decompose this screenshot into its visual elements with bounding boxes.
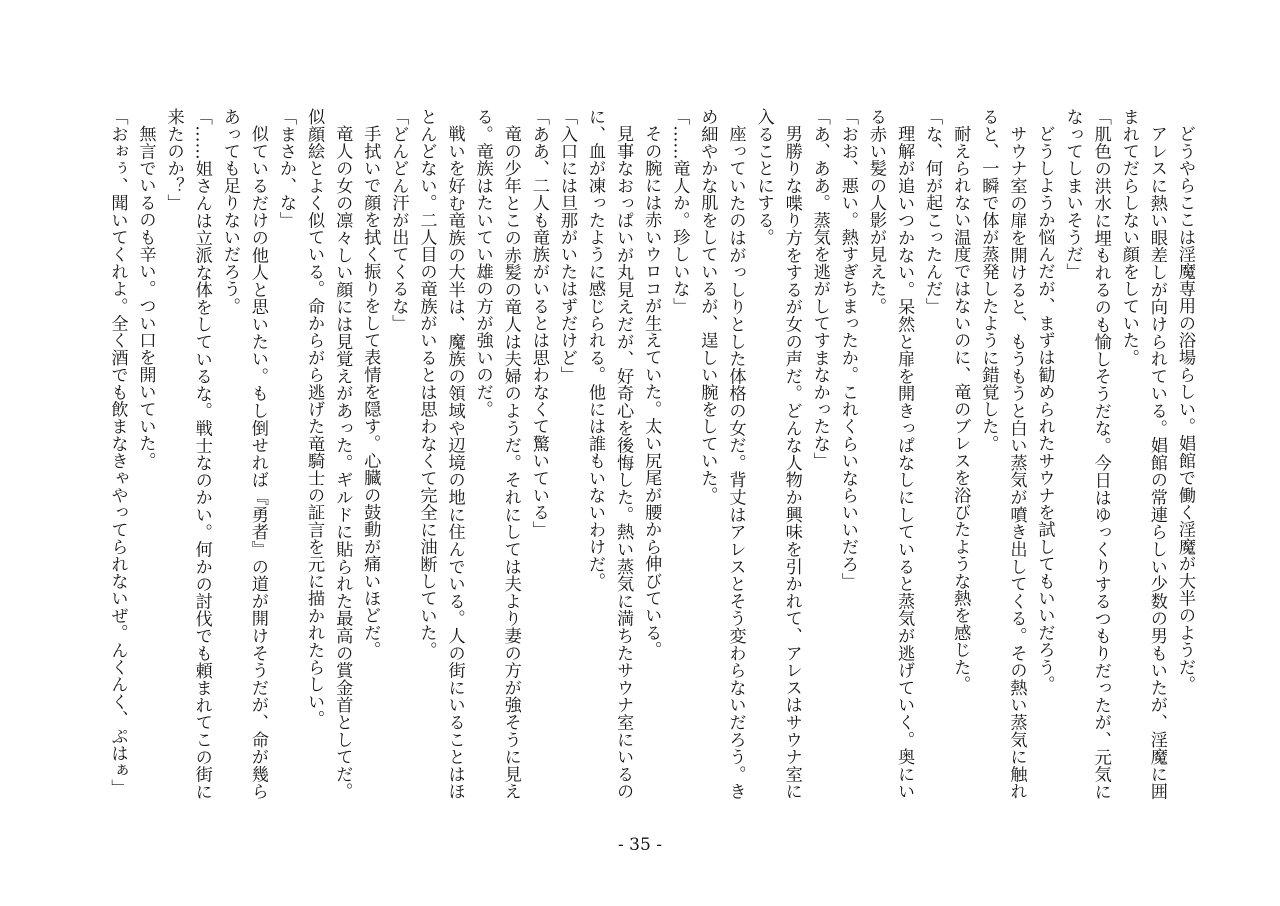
paragraph: [469, 108, 525, 800]
paragraph: [637, 108, 665, 800]
page-number: - 35 -: [618, 835, 662, 855]
text-line: 座っていたのはがっしりとした体格の女だ。背丈はアレスとそう変わらないだろう。き: [725, 125, 746, 800]
text-line: 似ているだけの他人と思いたい。もし倒せれば『勇者』の道が開けそうだが、命が幾ら: [247, 125, 268, 800]
text-line: 入ることにする。: [753, 108, 774, 246]
paragraph: [1030, 108, 1058, 800]
paragraph: [525, 108, 553, 800]
paragraph: [834, 108, 862, 800]
text-line: アレスに熱い眼差しが向けられている。娼館の常連らしい少数の男もいたが、淫魔に囲: [1146, 125, 1167, 800]
text-line: 「おぉぅ、聞いてくれよ。全く酒でも飲まなきゃやってられないぜ。んくんく、ぷはぁ」: [107, 108, 128, 796]
paragraph: [216, 108, 272, 800]
paragraph: [160, 108, 216, 800]
paragraph: [750, 108, 806, 800]
text-line: 手拭いで顔を拭く振りをして表情を隠す。心臓の鼓動が痛いほどだ。: [360, 125, 381, 659]
paragraph: [974, 108, 1030, 800]
text-line: 似顔絵とよく似ている。命からがら逃げた竜騎士の証言を元に描かれたらしい。: [304, 108, 325, 728]
paragraph: [581, 108, 637, 800]
paragraph: [862, 108, 918, 800]
text-line: ると、一瞬で体が蒸発したように錯覚した。: [978, 108, 999, 452]
paragraph: [806, 108, 834, 800]
text-line: 「な、何が起こったんだ」: [922, 108, 943, 315]
paragraph: [946, 108, 974, 800]
text-line: なってしまいそうだ」: [1062, 108, 1083, 280]
text-line: 「ああ、二人も竜族がいるとは思わなくて驚いている」: [528, 108, 549, 538]
paragraph: [693, 108, 749, 800]
text-line: 「……竜人か。珍しいな」: [669, 108, 690, 315]
paragraph: [665, 108, 693, 800]
paragraph: [918, 108, 946, 800]
text-line: る。竜族はたいてい雄の方が強いのだ。: [472, 108, 493, 418]
text-line: 「どんどん汗が出てくるな」: [388, 108, 409, 332]
text-line: 理解が追いつかない。呆然と扉を開きっぱなしにしていると蒸気が逃げていく。奥にい: [894, 125, 915, 800]
paragraph: [103, 108, 131, 800]
text-line: その腕には赤いウロコが生えていた。太い尻尾が腰から伸びている。: [641, 125, 662, 659]
text-line: 男勝りな喋り方をするが女の声だ。どんな人物か興味を引かれて、アレスはサウナ室に: [781, 125, 802, 800]
text-line: あっても足りないだろう。: [219, 108, 240, 315]
text-line: 竜の少年とこの赤髪の竜人は夫婦のようだ。それにしては夫より妻の方が強そうに見え: [500, 125, 521, 800]
text-line: め細やかな肌をしているが、逞しい腕をしていた。: [697, 108, 718, 504]
text-line: まれてだらしない顔をしていた。: [1118, 108, 1139, 366]
text-line: 竜人の女の凛々しい顔には見覚えがあった。ギルドに貼られた最高の賞金首としてだ。: [332, 125, 353, 800]
text-line: に、血が凍ったように感じられる。他には誰もいないわけだ。: [585, 108, 606, 590]
text-line: 来たのか？」: [163, 108, 184, 212]
paragraph: [384, 108, 412, 800]
text-line: どうやらここは淫魔専用の浴場らしい。娼館で働く淫魔が大半のようだ。: [1175, 125, 1195, 693]
text-line: 無言でいるのも辛い。つい口を開いていた。: [135, 125, 156, 470]
paragraph: [272, 108, 300, 800]
text-line: 見事なおっぱいが丸見えだが、好奇心を後悔した。熱い蒸気に満ちたサウナ室にいるの: [613, 125, 634, 800]
paragraph: [356, 108, 384, 800]
text-line: どうしようか悩んだが、まずは勧められたサウナを試してもいいだろう。: [1034, 125, 1055, 693]
paragraph: [1115, 108, 1171, 800]
paragraph: [300, 108, 356, 800]
text-line: る赤い髪の人影が見えた。: [865, 108, 886, 315]
text-line: 「肌色の洪水に埋もれるのも愉しそうだな。今日はゆっくりするつもりだったが、元気に: [1090, 108, 1111, 800]
paragraph: [1171, 108, 1199, 800]
text-line: 「おお、悪い。熱すぎちまったか。これくらいならいいだろ」: [837, 108, 858, 590]
paragraph: [412, 108, 468, 800]
paragraph: [1059, 108, 1115, 800]
text-line: 耐えられない温度ではないのに、竜のブレスを浴びたような熱を感じた。: [950, 125, 971, 693]
text-line: サウナ室の扉を開けると、もうもうと白い蒸気が噴き出してくる。その熱い蒸気に触れ: [1006, 125, 1027, 800]
text-line: 「まさか、な」: [276, 108, 296, 229]
text-line: 「入口には旦那がいたはずだけど」: [556, 108, 577, 384]
text-line: 戦いを好む竜族の大半は、魔族の領域や辺境の地に住んでいる。人の街にいることはほ: [444, 125, 465, 800]
text-line: 「あ、ああ。蒸気を逃がしてすまなかったな」: [809, 108, 830, 470]
text-line: とんどない。二人目の竜族がいるとは思わなくて完全に油断していた。: [416, 108, 437, 659]
paragraph: [131, 108, 159, 800]
text-line: 「……姐さんは立派な体をしているな。戦士なのかい。何かの討伐でも頼まれてこの街に: [191, 108, 212, 800]
paragraph: [553, 108, 581, 800]
body-text: [103, 108, 1199, 800]
